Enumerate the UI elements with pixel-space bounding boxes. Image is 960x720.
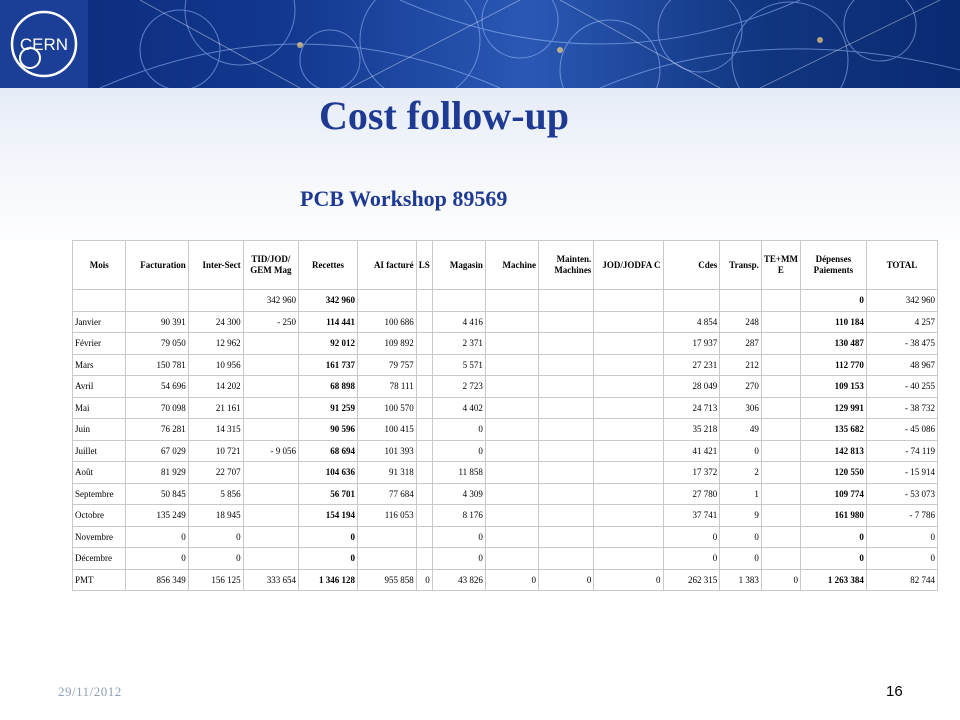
value-cell bbox=[358, 548, 417, 570]
value-cell: 100 570 bbox=[358, 397, 417, 419]
value-cell bbox=[188, 290, 243, 312]
value-cell: 248 bbox=[720, 311, 762, 333]
month-cell: Septembre bbox=[73, 483, 126, 505]
col-header-ai-facture: AI facturé bbox=[358, 241, 417, 290]
value-cell: 4 854 bbox=[663, 311, 720, 333]
value-cell bbox=[539, 548, 594, 570]
value-cell bbox=[594, 354, 663, 376]
value-cell bbox=[416, 526, 432, 548]
value-cell: 4 402 bbox=[432, 397, 485, 419]
value-cell bbox=[594, 462, 663, 484]
table-subtitle: PCB Workshop 89569 bbox=[300, 186, 508, 211]
value-cell: 11 858 bbox=[432, 462, 485, 484]
value-cell bbox=[243, 462, 298, 484]
table-row bbox=[73, 505, 938, 527]
header-banner bbox=[0, 0, 960, 88]
value-cell bbox=[539, 397, 594, 419]
value-cell bbox=[243, 505, 298, 527]
value-cell bbox=[485, 462, 538, 484]
value-cell: 156 125 bbox=[188, 569, 243, 591]
value-cell bbox=[594, 376, 663, 398]
value-cell: 49 bbox=[720, 419, 762, 441]
value-cell: 0 bbox=[539, 569, 594, 591]
table-body bbox=[73, 290, 938, 591]
value-cell: 0 bbox=[432, 419, 485, 441]
value-cell: 22 707 bbox=[188, 462, 243, 484]
value-cell: 0 bbox=[801, 290, 867, 312]
value-cell bbox=[416, 419, 432, 441]
value-cell bbox=[485, 397, 538, 419]
value-cell bbox=[761, 505, 800, 527]
value-cell: 0 bbox=[663, 526, 720, 548]
value-cell: 342 960 bbox=[243, 290, 298, 312]
value-cell bbox=[761, 311, 800, 333]
value-cell bbox=[539, 419, 594, 441]
value-cell bbox=[761, 548, 800, 570]
value-cell: 0 bbox=[188, 548, 243, 570]
value-cell bbox=[761, 419, 800, 441]
value-cell bbox=[539, 440, 594, 462]
value-cell bbox=[416, 462, 432, 484]
value-cell bbox=[243, 548, 298, 570]
value-cell bbox=[485, 483, 538, 505]
cost-table bbox=[72, 240, 938, 591]
table-row bbox=[73, 526, 938, 548]
month-cell: Novembre bbox=[73, 526, 126, 548]
value-cell bbox=[539, 311, 594, 333]
page-title: Cost follow-up bbox=[318, 93, 570, 138]
value-cell bbox=[594, 505, 663, 527]
value-cell bbox=[761, 440, 800, 462]
value-cell: 14 315 bbox=[188, 419, 243, 441]
value-cell bbox=[416, 311, 432, 333]
value-cell bbox=[243, 483, 298, 505]
month-cell: PMT bbox=[73, 569, 126, 591]
value-cell: 0 bbox=[801, 526, 867, 548]
value-cell bbox=[416, 354, 432, 376]
value-cell: 1 383 bbox=[720, 569, 762, 591]
month-cell: Avril bbox=[73, 376, 126, 398]
value-cell: 262 315 bbox=[663, 569, 720, 591]
value-cell bbox=[761, 526, 800, 548]
value-cell: 70 098 bbox=[126, 397, 188, 419]
value-cell: 0 bbox=[720, 548, 762, 570]
value-cell: 77 684 bbox=[358, 483, 417, 505]
col-header-machine: Machine bbox=[485, 241, 538, 290]
value-cell: 12 962 bbox=[188, 333, 243, 355]
value-cell: 0 bbox=[594, 569, 663, 591]
value-cell bbox=[485, 440, 538, 462]
value-cell: 48 967 bbox=[866, 354, 937, 376]
value-cell: 150 781 bbox=[126, 354, 188, 376]
table-row bbox=[73, 569, 938, 591]
particle-tracks-image bbox=[0, 0, 960, 88]
value-cell bbox=[243, 526, 298, 548]
value-cell: 68 694 bbox=[299, 440, 358, 462]
value-cell: - 40 255 bbox=[866, 376, 937, 398]
value-cell: - 38 732 bbox=[866, 397, 937, 419]
value-cell: 306 bbox=[720, 397, 762, 419]
value-cell bbox=[539, 462, 594, 484]
value-cell bbox=[594, 548, 663, 570]
value-cell: 43 826 bbox=[432, 569, 485, 591]
value-cell: 109 153 bbox=[801, 376, 867, 398]
value-cell: 27 780 bbox=[663, 483, 720, 505]
value-cell: 37 741 bbox=[663, 505, 720, 527]
col-header-cdes: Cdes bbox=[663, 241, 720, 290]
value-cell bbox=[126, 290, 188, 312]
value-cell: 24 713 bbox=[663, 397, 720, 419]
col-header-mainten-machines: Mainten. Machines bbox=[539, 241, 594, 290]
value-cell: 0 bbox=[432, 440, 485, 462]
value-cell bbox=[416, 376, 432, 398]
value-cell: 109 892 bbox=[358, 333, 417, 355]
value-cell: 24 300 bbox=[188, 311, 243, 333]
value-cell bbox=[761, 354, 800, 376]
page-number: 16 bbox=[886, 683, 903, 700]
value-cell: 0 bbox=[866, 526, 937, 548]
month-cell: Juin bbox=[73, 419, 126, 441]
value-cell: 0 bbox=[761, 569, 800, 591]
value-cell: 342 960 bbox=[866, 290, 937, 312]
col-header-depenses-paiements: Dépenses Paiements bbox=[801, 241, 867, 290]
value-cell: 91 259 bbox=[299, 397, 358, 419]
value-cell bbox=[594, 419, 663, 441]
value-cell: 112 770 bbox=[801, 354, 867, 376]
value-cell bbox=[416, 290, 432, 312]
value-cell: 0 bbox=[663, 548, 720, 570]
month-cell: Juillet bbox=[73, 440, 126, 462]
value-cell: 212 bbox=[720, 354, 762, 376]
value-cell: - 250 bbox=[243, 311, 298, 333]
value-cell bbox=[720, 290, 762, 312]
value-cell: 82 744 bbox=[866, 569, 937, 591]
value-cell: 79 050 bbox=[126, 333, 188, 355]
table-row bbox=[73, 376, 938, 398]
table-row bbox=[73, 419, 938, 441]
value-cell: 0 bbox=[299, 548, 358, 570]
value-cell bbox=[594, 333, 663, 355]
value-cell bbox=[594, 290, 663, 312]
value-cell: 114 441 bbox=[299, 311, 358, 333]
col-header-recettes: Recettes bbox=[299, 241, 358, 290]
col-header-mois: Mois bbox=[73, 241, 126, 290]
value-cell bbox=[358, 526, 417, 548]
value-cell bbox=[761, 376, 800, 398]
value-cell: 333 654 bbox=[243, 569, 298, 591]
value-cell bbox=[761, 397, 800, 419]
value-cell: 90 596 bbox=[299, 419, 358, 441]
value-cell: - 45 086 bbox=[866, 419, 937, 441]
value-cell: 856 349 bbox=[126, 569, 188, 591]
value-cell bbox=[243, 333, 298, 355]
value-cell: 41 421 bbox=[663, 440, 720, 462]
table-row bbox=[73, 311, 938, 333]
value-cell bbox=[485, 526, 538, 548]
value-cell: 81 929 bbox=[126, 462, 188, 484]
value-cell: 10 721 bbox=[188, 440, 243, 462]
month-cell: Décembre bbox=[73, 548, 126, 570]
value-cell: 2 371 bbox=[432, 333, 485, 355]
value-cell: 135 249 bbox=[126, 505, 188, 527]
value-cell: 4 416 bbox=[432, 311, 485, 333]
value-cell: 0 bbox=[801, 548, 867, 570]
value-cell: 101 393 bbox=[358, 440, 417, 462]
value-cell bbox=[539, 483, 594, 505]
value-cell: 78 111 bbox=[358, 376, 417, 398]
value-cell: 0 bbox=[126, 548, 188, 570]
value-cell: 18 945 bbox=[188, 505, 243, 527]
value-cell: 92 012 bbox=[299, 333, 358, 355]
value-cell bbox=[485, 311, 538, 333]
value-cell: 154 194 bbox=[299, 505, 358, 527]
value-cell bbox=[761, 462, 800, 484]
col-header-ls: LS bbox=[416, 241, 432, 290]
value-cell bbox=[485, 354, 538, 376]
value-cell: 68 898 bbox=[299, 376, 358, 398]
value-cell: 0 bbox=[720, 440, 762, 462]
value-cell: 35 218 bbox=[663, 419, 720, 441]
value-cell: 76 281 bbox=[126, 419, 188, 441]
col-header-te-mme: TE+MM E bbox=[761, 241, 800, 290]
table-row bbox=[73, 354, 938, 376]
value-cell: 1 263 384 bbox=[801, 569, 867, 591]
value-cell: 4 309 bbox=[432, 483, 485, 505]
value-cell bbox=[243, 397, 298, 419]
value-cell: 28 049 bbox=[663, 376, 720, 398]
month-cell: Mars bbox=[73, 354, 126, 376]
value-cell: 109 774 bbox=[801, 483, 867, 505]
table-row bbox=[73, 440, 938, 462]
value-cell bbox=[594, 526, 663, 548]
cern-logo bbox=[0, 0, 88, 88]
col-header-jod-jodfac: JOD/JODFA C bbox=[594, 241, 663, 290]
month-cell: Janvier bbox=[73, 311, 126, 333]
value-cell: 100 415 bbox=[358, 419, 417, 441]
value-cell: 8 176 bbox=[432, 505, 485, 527]
value-cell: 0 bbox=[299, 526, 358, 548]
value-cell: 110 184 bbox=[801, 311, 867, 333]
value-cell: 0 bbox=[126, 526, 188, 548]
value-cell: 90 391 bbox=[126, 311, 188, 333]
value-cell: 287 bbox=[720, 333, 762, 355]
value-cell: 0 bbox=[720, 526, 762, 548]
value-cell bbox=[243, 376, 298, 398]
value-cell bbox=[243, 354, 298, 376]
value-cell: 27 231 bbox=[663, 354, 720, 376]
value-cell: 50 845 bbox=[126, 483, 188, 505]
col-header-magasin: Magasin bbox=[432, 241, 485, 290]
value-cell: 116 053 bbox=[358, 505, 417, 527]
value-cell: 0 bbox=[485, 569, 538, 591]
value-cell: 342 960 bbox=[299, 290, 358, 312]
value-cell: 67 029 bbox=[126, 440, 188, 462]
value-cell: - 74 119 bbox=[866, 440, 937, 462]
value-cell bbox=[594, 397, 663, 419]
value-cell bbox=[416, 440, 432, 462]
month-cell: Février bbox=[73, 333, 126, 355]
value-cell: 161 980 bbox=[801, 505, 867, 527]
month-cell: Août bbox=[73, 462, 126, 484]
value-cell bbox=[761, 333, 800, 355]
value-cell bbox=[663, 290, 720, 312]
value-cell bbox=[761, 483, 800, 505]
value-cell bbox=[594, 440, 663, 462]
col-header-total: TOTAL bbox=[866, 241, 937, 290]
value-cell: 1 bbox=[720, 483, 762, 505]
value-cell bbox=[539, 333, 594, 355]
month-cell: Mai bbox=[73, 397, 126, 419]
value-cell: - 38 475 bbox=[866, 333, 937, 355]
value-cell: - 7 786 bbox=[866, 505, 937, 527]
value-cell bbox=[432, 290, 485, 312]
value-cell: 135 682 bbox=[801, 419, 867, 441]
month-cell: Octobre bbox=[73, 505, 126, 527]
value-cell: 0 bbox=[432, 548, 485, 570]
svg-text:CERN: CERN bbox=[19, 35, 69, 54]
table-row bbox=[73, 548, 938, 570]
value-cell: 21 161 bbox=[188, 397, 243, 419]
value-cell bbox=[243, 419, 298, 441]
value-cell: 142 813 bbox=[801, 440, 867, 462]
value-cell bbox=[416, 483, 432, 505]
table-header-row bbox=[73, 241, 938, 290]
value-cell: 100 686 bbox=[358, 311, 417, 333]
value-cell bbox=[539, 290, 594, 312]
value-cell: 56 701 bbox=[299, 483, 358, 505]
value-cell bbox=[485, 548, 538, 570]
value-cell: 2 bbox=[720, 462, 762, 484]
table-row bbox=[73, 483, 938, 505]
value-cell bbox=[594, 483, 663, 505]
table-row bbox=[73, 462, 938, 484]
value-cell: 5 571 bbox=[432, 354, 485, 376]
value-cell bbox=[485, 376, 538, 398]
value-cell: - 53 073 bbox=[866, 483, 937, 505]
value-cell: 129 991 bbox=[801, 397, 867, 419]
value-cell: 79 757 bbox=[358, 354, 417, 376]
value-cell: 9 bbox=[720, 505, 762, 527]
value-cell bbox=[539, 376, 594, 398]
value-cell: 91 318 bbox=[358, 462, 417, 484]
value-cell bbox=[416, 548, 432, 570]
value-cell: 130 487 bbox=[801, 333, 867, 355]
value-cell bbox=[539, 354, 594, 376]
value-cell: 161 737 bbox=[299, 354, 358, 376]
col-header-inter-sect: Inter-Sect bbox=[188, 241, 243, 290]
value-cell: 4 257 bbox=[866, 311, 937, 333]
value-cell: 1 346 128 bbox=[299, 569, 358, 591]
value-cell: 0 bbox=[866, 548, 937, 570]
value-cell bbox=[539, 526, 594, 548]
value-cell bbox=[485, 290, 538, 312]
value-cell: 2 723 bbox=[432, 376, 485, 398]
value-cell: 14 202 bbox=[188, 376, 243, 398]
value-cell bbox=[485, 333, 538, 355]
value-cell bbox=[594, 311, 663, 333]
value-cell: 270 bbox=[720, 376, 762, 398]
col-header-tid-jod-gem-mag: TID/JOD/ GEM Mag bbox=[243, 241, 298, 290]
month-cell bbox=[73, 290, 126, 312]
value-cell bbox=[485, 505, 538, 527]
table-row bbox=[73, 397, 938, 419]
value-cell: 54 696 bbox=[126, 376, 188, 398]
value-cell: 0 bbox=[416, 569, 432, 591]
value-cell bbox=[416, 397, 432, 419]
value-cell bbox=[539, 505, 594, 527]
value-cell bbox=[416, 505, 432, 527]
table-row bbox=[73, 290, 938, 312]
value-cell: - 15 914 bbox=[866, 462, 937, 484]
value-cell bbox=[416, 333, 432, 355]
value-cell: 0 bbox=[188, 526, 243, 548]
table-row bbox=[73, 333, 938, 355]
value-cell: 104 636 bbox=[299, 462, 358, 484]
value-cell bbox=[358, 290, 417, 312]
value-cell bbox=[485, 419, 538, 441]
value-cell: - 9 056 bbox=[243, 440, 298, 462]
footer-date: 29/11/2012 bbox=[58, 684, 122, 699]
value-cell: 955 858 bbox=[358, 569, 417, 591]
value-cell: 17 372 bbox=[663, 462, 720, 484]
value-cell: 0 bbox=[432, 526, 485, 548]
value-cell: 120 550 bbox=[801, 462, 867, 484]
value-cell: 17 937 bbox=[663, 333, 720, 355]
value-cell: 10 956 bbox=[188, 354, 243, 376]
col-header-transp: Transp. bbox=[720, 241, 762, 290]
value-cell bbox=[761, 290, 800, 312]
col-header-facturation: Facturation bbox=[126, 241, 188, 290]
value-cell: 5 856 bbox=[188, 483, 243, 505]
